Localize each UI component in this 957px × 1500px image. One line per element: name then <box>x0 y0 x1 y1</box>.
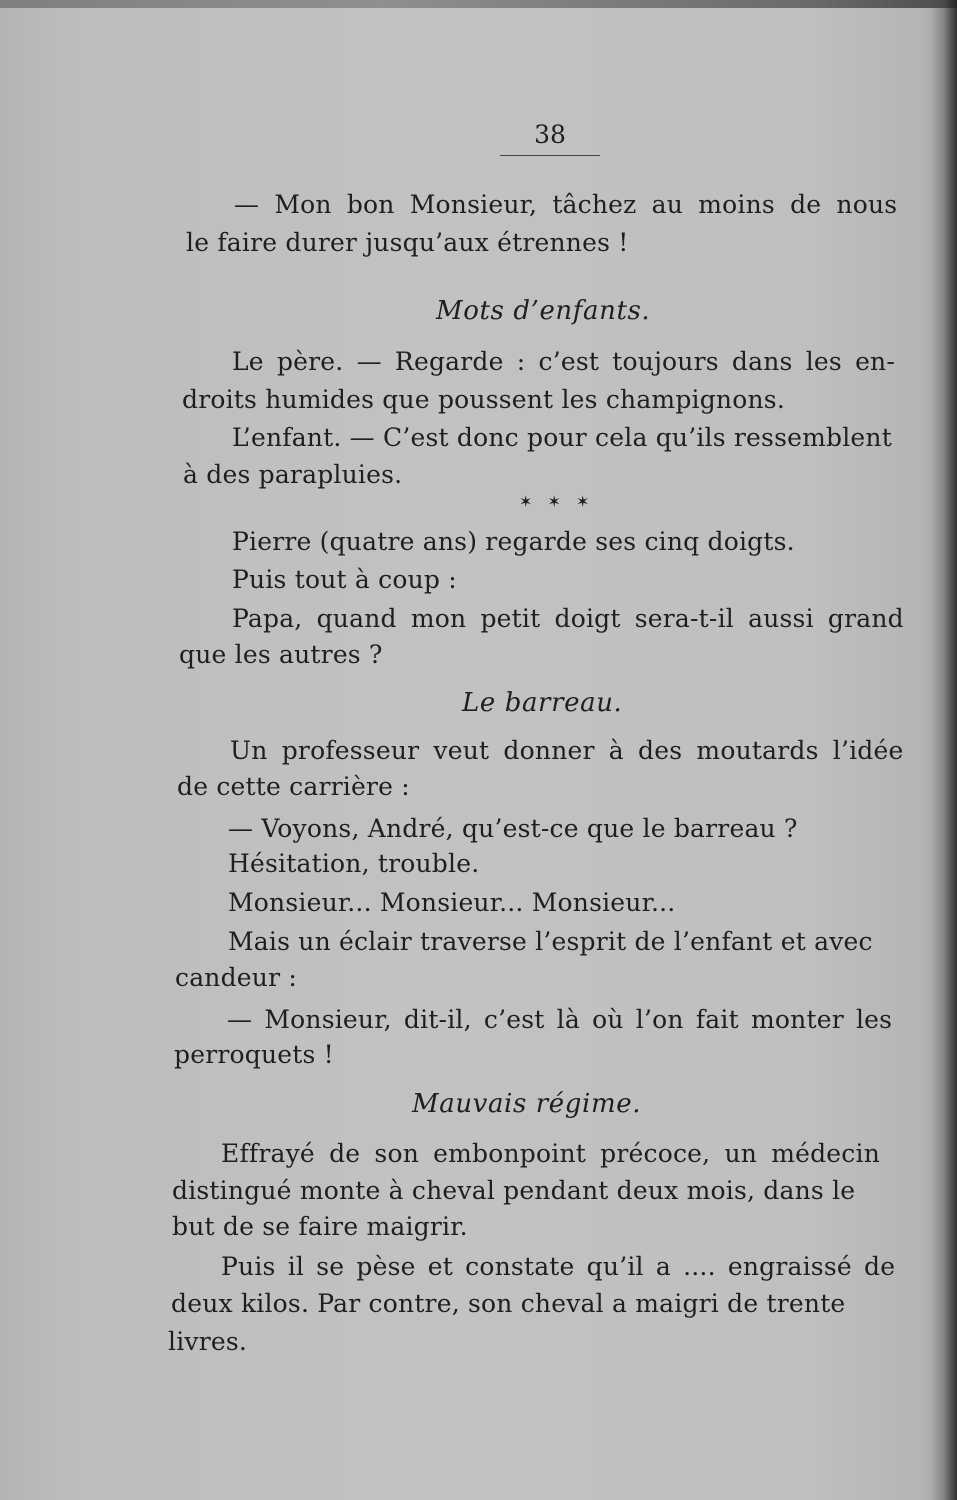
text-line: Monsieur... Monsieur... Monsieur... <box>228 888 676 917</box>
section-separator-stars: ✶ ✶ ✶ <box>519 492 595 511</box>
text-line: — Monsieur, dit-il, c’est là où l’on fait monter les <box>227 1005 893 1034</box>
text-line: Pierre (quatre ans) regarde ses cinq doigts. <box>232 527 795 556</box>
text-line: livres. <box>168 1327 248 1356</box>
page-number: 38 <box>534 120 566 149</box>
text-line: que les autres ? <box>179 640 383 669</box>
text-line: perroquets ! <box>174 1040 334 1069</box>
text-line: candeur : <box>175 963 298 992</box>
text-line: à des parapluies. <box>183 460 403 489</box>
text-line: but de se faire maigrir. <box>172 1212 468 1241</box>
text-line: deux kilos. Par contre, son cheval a maigri de trente <box>171 1289 846 1318</box>
section-heading-regime: Mauvais régime. <box>412 1089 642 1119</box>
page-top-edge <box>0 0 957 8</box>
text-line: — Mon bon Monsieur, tâchez au moins de nous <box>234 190 898 219</box>
text-line: distingué monte à cheval pendant deux mois, dans le <box>172 1176 856 1205</box>
page-number-rule <box>500 155 600 156</box>
text-line: Papa, quand mon petit doigt sera-t-il aussi grand <box>232 604 904 633</box>
text-line: de cette carrière : <box>177 772 410 801</box>
text-line: Hésitation, trouble. <box>228 849 480 878</box>
text-line: — Voyons, André, qu’est-ce que le barreau ? <box>228 814 798 843</box>
text-line: Puis tout à coup : <box>232 565 457 594</box>
text-line: droits humides que poussent les champignons. <box>182 385 785 414</box>
text-line: Un professeur veut donner à des moutards l’idée <box>230 736 904 765</box>
text-line: L’enfant. — C’est donc pour cela qu’ils ressemblent <box>232 423 892 452</box>
text-line: Effrayé de son embonpoint précoce, un médecin <box>221 1139 880 1168</box>
section-heading-barreau: Le barreau. <box>462 688 623 718</box>
text-line: Mais un éclair traverse l’esprit de l’enfant et avec <box>228 927 873 956</box>
text-line: le faire durer jusqu’aux étrennes ! <box>186 228 629 257</box>
text-line: Puis il se pèse et constate qu’il a .... engraissé de <box>221 1252 896 1281</box>
text-line: Le père. — Regarde : c’est toujours dans les en- <box>232 347 896 376</box>
binding-shadow <box>931 0 957 1500</box>
section-heading-mots-enfants: Mots d’enfants. <box>436 296 651 326</box>
